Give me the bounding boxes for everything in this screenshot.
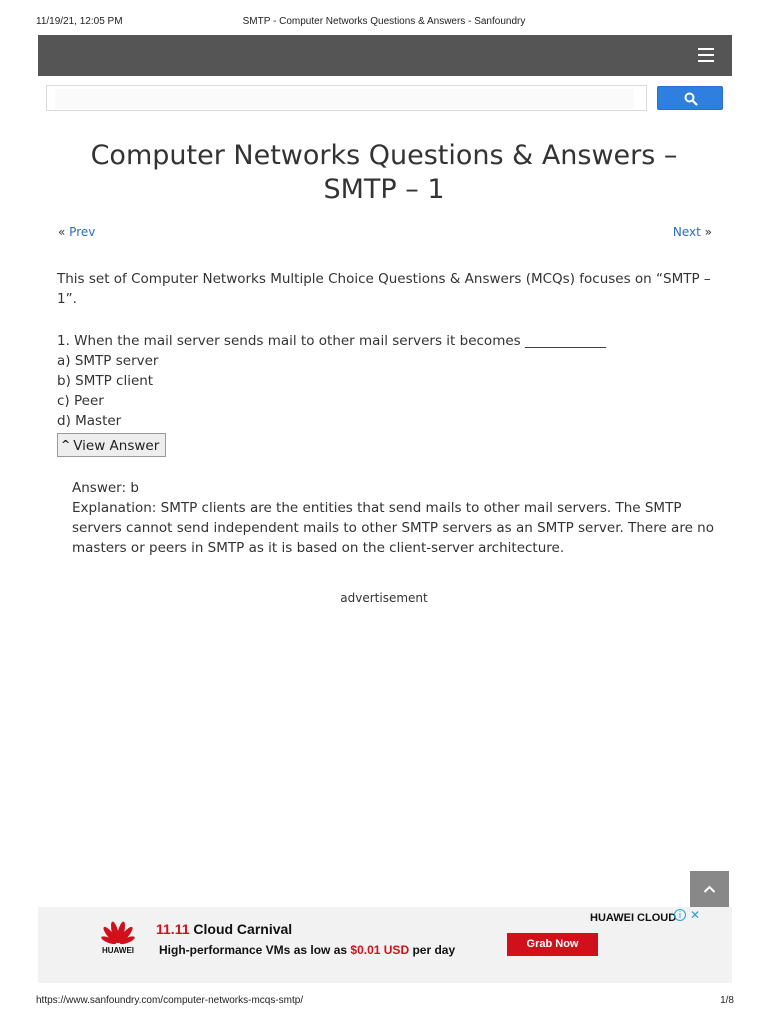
view-answer-label: View Answer	[73, 438, 160, 454]
print-datetime: 11/19/21, 12:05 PM	[36, 16, 123, 27]
scroll-to-top-button[interactable]	[690, 871, 729, 907]
search-icon	[684, 92, 698, 106]
ad-banner[interactable]	[38, 907, 732, 983]
ad-sub-after: per day	[412, 943, 456, 957]
option-c: c) Peer	[57, 393, 104, 409]
view-answer-button[interactable]	[57, 433, 166, 457]
prev-link[interactable]: Prev	[69, 225, 96, 239]
next-link[interactable]: Next	[672, 225, 701, 239]
search-box	[46, 85, 647, 111]
search-input[interactable]	[55, 89, 634, 109]
search-button[interactable]	[657, 86, 723, 110]
option-b: b) SMTP client	[57, 373, 154, 389]
ad-sub-before: High-performance VMs as low as	[159, 943, 348, 957]
ad-headline-text: Cloud Carnival	[193, 921, 293, 937]
question-text: 1. When the mail server sends mail to other mail servers it becomes ____________	[57, 333, 606, 349]
print-page-number: 1/8	[720, 995, 734, 1006]
page-title-line2: SMTP – 1	[323, 174, 445, 205]
option-d: d) Master	[57, 413, 122, 429]
chevron-up-icon	[703, 884, 716, 894]
caret-up-icon: ^	[61, 438, 71, 451]
pagination	[58, 225, 712, 239]
print-page-title: SMTP - Computer Networks Questions & Answers - Sanfoundry	[242, 16, 526, 27]
ad-close-icon[interactable]: ✕	[689, 908, 701, 922]
ad-sub-price: $0.01 USD	[350, 943, 410, 957]
ad-headline-red: 11.11	[156, 921, 190, 937]
answer-panel	[72, 478, 717, 558]
page-title-line1: Computer Networks Questions & Answers –	[90, 140, 678, 171]
page-title	[40, 139, 728, 207]
prev-symbol: «	[58, 225, 66, 239]
huawei-logo	[96, 918, 140, 962]
ad-brand: HUAWEI CLOUD	[590, 912, 677, 924]
hamburger-menu-icon[interactable]	[698, 48, 714, 62]
huawei-logo-text: HUAWEI	[102, 946, 134, 955]
print-url: https://www.sanfoundry.com/computer-networks-mcqs-smtp/	[36, 995, 304, 1006]
explanation-text: Explanation: SMTP clients are the entities that send mails to other mail servers. The SMTP servers cannot send independent mails to other SMTP servers as an SMTP server. There are no masters or peers in SMTP as it is based on the client-server architecture.	[72, 500, 714, 556]
article-content	[57, 269, 717, 558]
next-symbol: »	[704, 225, 712, 239]
grab-now-button[interactable]: Grab Now	[507, 933, 598, 956]
advertisement-label: advertisement	[340, 591, 428, 605]
ad-headline	[156, 921, 292, 937]
ad-subline	[159, 943, 455, 957]
answer-text: Answer: b	[72, 480, 139, 496]
adchoices-icon[interactable]: i	[674, 909, 686, 921]
site-navbar	[38, 35, 732, 76]
intro-text: This set of Computer Networks Multiple Choice Questions & Answers (MCQs) focuses on “SMTP – 1”.	[57, 271, 711, 307]
option-a: a) SMTP server	[57, 353, 159, 369]
